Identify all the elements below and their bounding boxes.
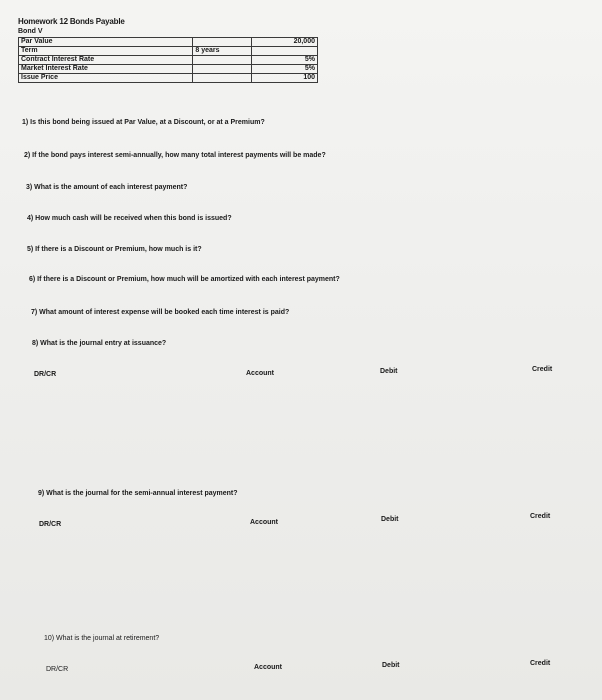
table-row (19, 47, 318, 56)
document-title: Homework 12 Bonds Payable (18, 17, 125, 26)
row-value: 20,000 (251, 38, 317, 47)
row-value (251, 47, 317, 56)
table-row (19, 56, 318, 65)
account-header: Account (250, 519, 278, 526)
debit-header: Debit (380, 368, 398, 375)
question-4: 4) How much cash will be received when this bond is issued? (27, 215, 232, 222)
bond-label: Bond V (18, 28, 43, 35)
question-9: 9) What is the journal for the semi-annual interest payment? (38, 490, 238, 497)
table-row (19, 38, 318, 47)
account-header: Account (254, 664, 282, 671)
question-6: 6) If there is a Discount or Premium, how much will be amortized with each interest payment? (29, 276, 340, 283)
row-label: Contract Interest Rate (19, 56, 193, 65)
row-label: Issue Price (19, 74, 193, 83)
row-term (193, 74, 251, 83)
debit-header: Debit (381, 516, 399, 523)
bond-info-table (18, 37, 318, 83)
row-term: 8 years (193, 47, 251, 56)
row-label: Term (19, 47, 193, 56)
row-term (193, 65, 251, 74)
question-7: 7) What amount of interest expense will be booked each time interest is paid? (31, 309, 290, 316)
account-header: Account (246, 370, 274, 377)
row-value: 5% (251, 65, 317, 74)
debit-header: Debit (382, 662, 400, 669)
credit-header: Credit (530, 513, 551, 520)
table-row (19, 65, 318, 74)
drcr-header: DR/CR (34, 371, 57, 378)
credit-header: Credit (530, 660, 551, 667)
row-value: 5% (251, 56, 317, 65)
question-8: 8) What is the journal entry at issuance? (32, 340, 167, 347)
credit-header: Credit (532, 366, 553, 373)
row-label: Market Interest Rate (19, 65, 193, 74)
drcr-header: DR/CR (39, 521, 62, 528)
row-term (193, 56, 251, 65)
question-1: 1) Is this bond being issued at Par Value, at a Discount, or at a Premium? (22, 119, 265, 126)
row-term (193, 38, 251, 47)
question-10: 10) What is the journal at retirement? (44, 635, 160, 642)
question-5: 5) If there is a Discount or Premium, how much is it? (27, 246, 202, 253)
question-3: 3) What is the amount of each interest payment? (26, 184, 188, 191)
row-value: 100 (251, 74, 317, 83)
row-label: Par Value (19, 38, 193, 47)
table-row (19, 74, 318, 83)
drcr-header: DR/CR (46, 666, 69, 673)
question-2: 2) If the bond pays interest semi-annually, how many total interest payments will be made? (24, 152, 326, 159)
